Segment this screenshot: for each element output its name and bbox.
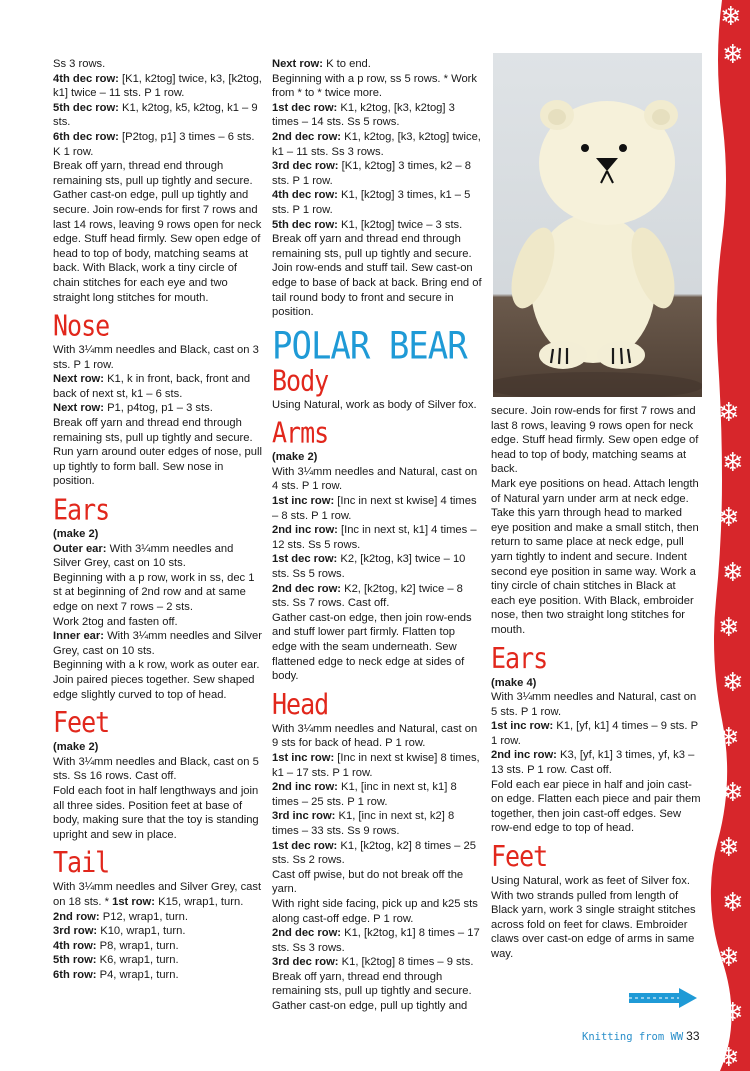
instruction-paragraph xyxy=(272,72,482,101)
row-label: 3rd inc row: xyxy=(272,810,336,823)
snowflake-icon: ❄ xyxy=(718,613,740,643)
instruction-paragraph xyxy=(53,72,263,101)
instruction-text: Break off yarn, thread end through remaining sts, pull up tightly and secure. Gather cast-on edge, pull up tightly and secure. Join row-ends for first 7 rows and last 14 rows, leaving 9 rows open for neck edge. Stuff head firmly. Sew open edge of head to top of body, matching seams at back. With Black, work a tiny circle of chain stitches for each eye and two straight long stitches for mouth. xyxy=(53,160,262,304)
instruction-paragraph xyxy=(272,970,482,1014)
row-label: 5th dec row: xyxy=(272,218,338,231)
row-label: 1st row: xyxy=(112,895,155,908)
row-label: 2nd inc row: xyxy=(491,749,557,762)
row-label: 1st inc row: xyxy=(272,495,335,508)
instruction-paragraph xyxy=(272,465,482,494)
instruction-paragraph xyxy=(53,57,263,72)
col3-intro xyxy=(491,404,701,638)
instruction-text: K1, [k2tog] 8 times – 9 sts. xyxy=(338,956,474,969)
instruction-text: K2, [k2tog, k2] twice – 8 sts. Ss 7 rows. Cast off. xyxy=(272,582,463,610)
snowflake-icon: ❄ xyxy=(722,668,744,698)
feet-section xyxy=(53,755,263,843)
row-label: 1st dec row: xyxy=(272,839,338,852)
instruction-text: Beginning with a k row, work as outer ear. xyxy=(53,659,260,672)
instruction-paragraph xyxy=(491,778,701,836)
row-label: 1st dec row: xyxy=(272,101,338,114)
row-label: 6th dec row: xyxy=(53,130,119,143)
instruction-text: With right side facing, pick up and k25 sts along cast-off edge. P 1 row. xyxy=(272,897,478,925)
instruction-text: [K1, k2tog] twice, k3, [k2tog, k1] twice – 11 sts. P 1 row. xyxy=(53,72,262,100)
ears-heading: Ears xyxy=(53,492,110,527)
row-label: Outer ear: xyxy=(53,542,107,555)
instruction-text: Gather cast-on edge, then join row-ends and stuff lower part firmly. Flatten top edge with the seam underneath. Sew flattened edge to neck edge at sides of body. xyxy=(272,611,472,683)
instruction-text: Join paired pieces together. Sew shaped edge slightly curved to top of head. xyxy=(53,673,255,701)
instruction-paragraph xyxy=(272,232,482,320)
arms-section xyxy=(272,465,482,684)
instruction-text: [P2tog, p1] 3 times – 6 sts. K 1 row. xyxy=(53,130,255,158)
pb-ears-section xyxy=(491,690,701,836)
instruction-paragraph xyxy=(272,897,482,926)
instruction-paragraph xyxy=(272,552,482,581)
instruction-text: K1, [k2tog, k2] 8 times – 25 sts. Ss 2 rows. xyxy=(272,839,476,867)
instruction-paragraph xyxy=(272,955,482,970)
instruction-paragraph xyxy=(272,722,482,751)
instruction-text: P1, p4tog, p1 – 3 sts. xyxy=(103,402,213,415)
instruction-text: K1, k2tog, [k3, k2tog] 3 times – 14 sts. Ss 5 rows. xyxy=(272,101,455,129)
row-label: 1st dec row: xyxy=(272,553,338,566)
instruction-paragraph xyxy=(491,690,701,719)
instruction-text: K1, [k2tog, k1] 8 times – 17 sts. Ss 3 rows. xyxy=(272,927,480,954)
instruction-text: K6, wrap1, turn. xyxy=(96,954,179,967)
instruction-text: K10, wrap1, turn. xyxy=(97,925,186,938)
snowflake-icon: ❄ xyxy=(718,943,740,973)
pb-feet-section xyxy=(491,874,701,962)
instruction-text: With 3¼mm needles and Silver Grey, cast on 18 sts. * xyxy=(53,881,262,908)
snowflake-icon: ❄ xyxy=(718,503,740,533)
instruction-text: With 3¼mm needles and Natural, cast on 4 sts. P 1 row. xyxy=(272,465,478,493)
instruction-text: K15, wrap1, turn. xyxy=(155,895,244,908)
instruction-text: Fold each ear piece in half and join cast-on edge. Flatten each piece and pair them together, then join cast-off edges. Sew row-end edge to top of head. xyxy=(491,778,701,835)
column-2 xyxy=(272,57,482,1014)
row-label: 1st inc row: xyxy=(272,751,335,764)
instruction-text: [K1, k2tog] 3 times, k2 – 8 sts. P 1 row. xyxy=(272,160,471,187)
instruction-paragraph xyxy=(272,926,482,955)
instruction-paragraph xyxy=(272,523,482,552)
ears-sub: (make 2) xyxy=(53,528,99,541)
instruction-paragraph xyxy=(53,658,263,673)
instruction-paragraph xyxy=(53,343,263,372)
instruction-text: With 3¼mm needles and Black, cast on 5 sts. Ss 16 rows. Cast off. xyxy=(53,755,259,783)
row-label: Next row: xyxy=(53,402,104,415)
nose-heading: Nose xyxy=(53,308,110,343)
instruction-paragraph xyxy=(272,868,482,897)
instruction-paragraph xyxy=(53,416,263,489)
instruction-text: K2, [k2tog, k3] twice – 10 sts. Ss 5 rows. xyxy=(272,553,466,581)
head-heading: Head xyxy=(272,687,329,721)
snowflake-icon: ❄ xyxy=(722,888,744,918)
instruction-text: secure. Join row-ends for first 7 rows and last 8 rows, leaving 9 rows open for neck edge. Stuff head firmly. Sew open edge of head to top of body, matching seams at back. xyxy=(491,405,699,476)
instruction-text: [Inc in next st kwise] 4 times – 8 sts. P 1 row. xyxy=(272,495,477,522)
instruction-text: Ss 3 rows. xyxy=(53,58,106,70)
instruction-text: K3, [yf, k1] 3 times, yf, k3 – 13 sts. P 1 row. Cast off. xyxy=(491,749,695,777)
polar-bear-illustration xyxy=(493,53,702,397)
instruction-text: With 3¼mm needles and Silver Grey, cast on 10 sts. xyxy=(53,630,262,657)
instruction-paragraph xyxy=(53,880,263,909)
instruction-paragraph xyxy=(53,910,263,925)
snowflake-icon: ❄ xyxy=(722,778,744,808)
col2-intro xyxy=(272,57,482,320)
row-label: 4th row: xyxy=(53,939,97,952)
instruction-paragraph xyxy=(491,874,701,962)
instruction-text: With 3¼mm needles and Silver Grey, cast on 10 sts. xyxy=(53,542,234,570)
instruction-paragraph xyxy=(272,582,482,611)
instruction-paragraph xyxy=(53,101,263,130)
instruction-paragraph xyxy=(272,57,482,72)
instruction-paragraph xyxy=(53,542,263,571)
instruction-text: With 3¼mm needles and Natural, cast on 5 sts. P 1 row. xyxy=(491,691,697,718)
body-heading: Body xyxy=(272,363,329,397)
instruction-paragraph xyxy=(491,404,701,477)
instruction-paragraph xyxy=(272,839,482,868)
row-label: 6th row: xyxy=(53,968,97,981)
instruction-text: With 3¼mm needles and Black, cast on 3 sts. P 1 row. xyxy=(53,344,259,371)
instruction-text: K1, [inc in next st, k2] 8 times – 33 sts. Ss 9 rows. xyxy=(272,810,455,837)
instruction-text: Work 2tog and fasten off. xyxy=(53,615,178,628)
instruction-text: P8, wrap1, turn. xyxy=(96,939,179,952)
instruction-text: Break off yarn and thread end through remaining sts, pull up tightly and secure. Run yarn around outer edges of nose, pull up tightly to form ball. Sew nose in position. xyxy=(53,417,262,488)
snowflake-icon: ❄ xyxy=(722,558,744,588)
instruction-paragraph xyxy=(53,784,263,842)
instruction-paragraph xyxy=(272,780,482,809)
instruction-paragraph xyxy=(272,751,482,780)
instruction-paragraph xyxy=(53,755,263,784)
row-label: 2nd dec row: xyxy=(272,582,341,595)
row-label: 2nd dec row: xyxy=(272,927,341,940)
instruction-text: K1, k2tog, [k3, k2tog] twice, k1 – 11 sts. Ss 3 rows. xyxy=(272,130,481,158)
polar-bear-title: POLAR BEAR xyxy=(272,323,467,368)
instruction-paragraph xyxy=(53,968,263,983)
instruction-text: K1, [k2tog] twice – 3 sts. xyxy=(337,218,463,231)
instruction-paragraph xyxy=(53,629,263,658)
row-label: 5th row: xyxy=(53,954,97,967)
row-label: Inner ear: xyxy=(53,630,104,643)
body-text: Using Natural, work as body of Silver fox. xyxy=(272,398,477,411)
instruction-paragraph xyxy=(491,477,701,638)
instruction-text: Break off yarn and thread end through remaining sts, pull up tightly and secure. Join row-ends and stuff tail. Sew cast-on edge to base of back at back. Bring end of tail round body to front and secure in position. xyxy=(272,233,482,319)
row-label: 2nd row: xyxy=(53,910,100,923)
instruction-paragraph xyxy=(491,719,701,748)
head-section xyxy=(272,722,482,1014)
instruction-paragraph xyxy=(53,673,263,702)
instruction-paragraph xyxy=(272,494,482,523)
instruction-text: [Inc in next st kwise] 8 times, k1 – 17 sts. P 1 row. xyxy=(272,751,480,779)
row-label: 2nd inc row: xyxy=(272,524,338,537)
instruction-text: Cast off pwise, but do not break off the yarn. xyxy=(272,868,464,896)
row-label: Next row: xyxy=(272,58,323,70)
feet-heading: Feet xyxy=(53,705,110,740)
decorative-stripe xyxy=(708,0,750,1071)
column-1 xyxy=(53,57,263,982)
nose-section xyxy=(53,343,263,489)
page-footer xyxy=(582,1029,700,1043)
instruction-text: P4, wrap1, turn. xyxy=(96,968,179,981)
instruction-paragraph xyxy=(53,372,263,401)
row-label: Next row: xyxy=(53,373,104,386)
instruction-paragraph xyxy=(272,130,482,159)
col1-intro xyxy=(53,57,263,305)
pb-ears-heading: Ears xyxy=(491,641,548,675)
instruction-paragraph xyxy=(53,159,263,305)
instruction-paragraph xyxy=(53,401,263,416)
ears-section xyxy=(53,542,263,703)
snowflake-icon: ❄ xyxy=(722,40,744,70)
row-label: 4th dec row: xyxy=(53,72,119,85)
instruction-text: K1, [k2tog] 3 times, k1 – 5 sts. P 1 row. xyxy=(272,189,471,216)
instruction-paragraph xyxy=(272,218,482,233)
snowflake-icon: ❄ xyxy=(720,2,742,32)
tail-section xyxy=(53,880,263,982)
row-label: 1st inc row: xyxy=(491,720,554,733)
next-page-arrow-icon[interactable] xyxy=(627,987,699,1009)
magazine-name: Knitting from WW xyxy=(582,1031,684,1043)
instruction-paragraph xyxy=(53,615,263,630)
instruction-paragraph xyxy=(272,159,482,188)
instruction-text: P12, wrap1, turn. xyxy=(99,910,188,923)
row-label: 2nd inc row: xyxy=(272,781,338,794)
instruction-text: K to end. xyxy=(322,58,371,70)
instruction-paragraph xyxy=(53,953,263,968)
instruction-paragraph xyxy=(272,611,482,684)
instruction-text: Beginning with a p row, ss 5 rows. * Work from * to * twice more. xyxy=(272,72,477,100)
arms-heading: Arms xyxy=(272,416,329,450)
instruction-paragraph xyxy=(53,130,263,159)
instruction-paragraph xyxy=(53,924,263,939)
instruction-paragraph xyxy=(53,939,263,954)
row-label: 4th dec row: xyxy=(272,189,338,202)
snowflake-icon: ❄ xyxy=(718,833,740,863)
feet-sub: (make 2) xyxy=(53,741,99,754)
instruction-paragraph xyxy=(272,809,482,838)
row-label: 3rd dec row: xyxy=(272,956,339,969)
instruction-text: With 3¼mm needles and Natural, cast on 9 sts for back of head. P 1 row. xyxy=(272,722,478,750)
snowflake-icon: ❄ xyxy=(718,1043,740,1071)
instruction-text: Beginning with a p row, work in ss, dec 1 st at beginning of 2nd row and at same edge on next 7 rows – 2 sts. xyxy=(53,571,255,613)
instruction-text: [Inc in next st, k1] 4 times – 12 sts. Ss 5 rows. xyxy=(272,524,477,551)
snowflake-icon: ❄ xyxy=(722,448,744,478)
arms-sub: (make 2) xyxy=(272,451,318,464)
instruction-text: Fold each foot in half lengthways and join all three sides. Position feet at base of body, making sure that the toy is standing upright and sew in place. xyxy=(53,784,259,841)
snowflake-icon: ❄ xyxy=(718,723,740,753)
instruction-text: K1, [yf, k1] 4 times – 9 sts. P 1 row. xyxy=(491,720,698,747)
row-label: 2nd dec row: xyxy=(272,130,341,143)
pb-feet-heading: Feet xyxy=(491,839,548,874)
instruction-text: K1, k2tog, k5, k2tog, k1 – 9 sts. xyxy=(53,101,258,129)
row-label: 3rd dec row: xyxy=(272,160,339,173)
row-label: 3rd row: xyxy=(53,925,98,938)
instruction-text: Mark eye positions on head. Attach length of Natural yarn under arm at neck edge. Take this yarn through head to marked eye position and make a small stitch, then return to same place at neck edge, pull yarn tightly to indent and secure. Indent second eye position in same way. Work a tiny circle of chain stitches in Black at each eye position. With Black, embroider nose, then two straight long stitches for mouth. xyxy=(491,477,699,636)
row-label: 5th dec row: xyxy=(53,101,119,114)
instruction-text: Using Natural, work as feet of Silver fox. With two strands pulled from length of Black yarn, work 3 single straight stitches across fold on feet for claws. Embroider claws over cast-on edge of arms in same way. xyxy=(491,875,696,960)
instruction-paragraph xyxy=(53,571,263,615)
instruction-text: Break off yarn, thread end through remaining sts, pull up tightly and secure. Gather cast-on edge, pull up tightly and xyxy=(272,970,472,1013)
snowflake-icon: ❄ xyxy=(722,998,744,1028)
instruction-paragraph xyxy=(272,101,482,130)
tail-heading: Tail xyxy=(53,846,110,880)
instruction-paragraph xyxy=(491,748,701,777)
instruction-text: K1, [inc in next st, k1] 8 times – 25 sts. P 1 row. xyxy=(272,781,457,808)
pb-ears-sub: (make 4) xyxy=(491,676,537,689)
page-number: 33 xyxy=(686,1029,700,1043)
snowflake-icon: ❄ xyxy=(718,398,740,428)
polar-bear-photo xyxy=(493,53,702,397)
column-3 xyxy=(491,404,701,962)
instruction-paragraph xyxy=(272,188,482,217)
instruction-text: K1, k in front, back, front and back of next st, k1 – 6 sts. xyxy=(53,373,251,400)
